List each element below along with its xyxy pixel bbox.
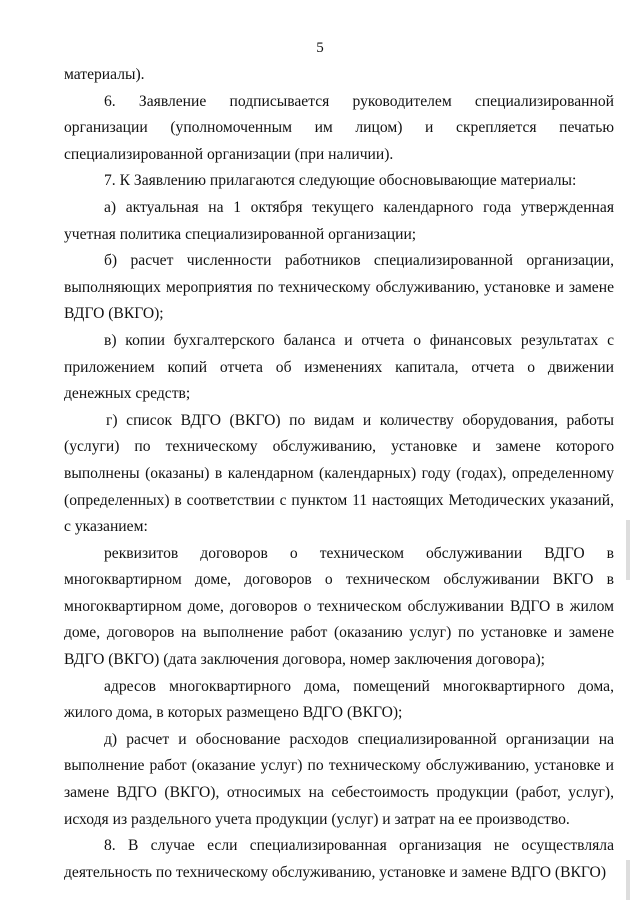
page-number: 5 (316, 40, 324, 56)
paragraph-item-7d: д) расчет и обоснование расходов специализированной организации на выполнение работ (оказание услуг) по техническому обслуживанию, установке и замене ВДГО (ВКГО), относимых на себестоимость продукции (работ, услуг), исходя из раздельного учета продукции (услуг) и затрат на ее производство. (64, 730, 614, 828)
paragraph-item-8: 8. В случае если специализированная организация не осуществляла деятельность по техническому обслуживанию, установке и замене ВДГО (ВКГО) (64, 837, 614, 881)
paragraph-item-6: 6. Заявление подписывается руководителем специализированной организации (уполномоченным им лицом) и скрепляется печатью специализированной организации (при наличии). (64, 92, 614, 163)
paragraph-item-7g-addresses: адресов многоквартирного дома, помещений многоквартирного дома, жилого дома, в которых размещено ВДГО (ВКГО); (64, 677, 614, 722)
paragraph-item-7a: а) актуальная на 1 октября текущего календарного года утвержденная учетная политика специализированной организации; (64, 198, 614, 243)
paragraph-item-7g-requisites: реквизитов договоров о техническом обслуживании ВДГО в многоквартирном доме, договоров о техническом обслуживании ВКГО в многоквартирном доме, договоров о техническом обслуживании ВДГО в жилом доме, договоров на выполнение работ (оказанию услуг) по установке и замене ВДГО (ВКГО) (дата заключения договора, номер заключения договора); (64, 544, 614, 669)
paragraph-item-7: 7. К Заявлению прилагаются следующие обосновывающие материалы: (104, 172, 577, 190)
paragraph-item-7g: г) список ВДГО (ВКГО) по видам и количеству оборудования, работы (услуги) по техническому обслуживанию, установке и замене которого выполнены (оказаны) в календарном (календарных) году (годах), определенному (определенных) в соответствии с пунктом 11 настоящих Методических указаний, с указанием: (64, 411, 614, 536)
document-body (64, 62, 614, 886)
paragraph-continuation: материалы). (64, 66, 145, 83)
paragraph-item-7v: в) копии бухгалтерского баланса и отчета о финансовых результатах с приложением копий отчета об изменениях капитала, отчета о движении денежных средств; (64, 331, 614, 403)
paragraph-item-7b: б) расчет численности работников специализированной организации, выполняющих мероприятия по техническому обслуживанию, установке и замене ВДГО (ВКГО); (64, 252, 614, 323)
scan-edge-mark (626, 520, 630, 580)
scan-edge-mark (626, 860, 630, 900)
